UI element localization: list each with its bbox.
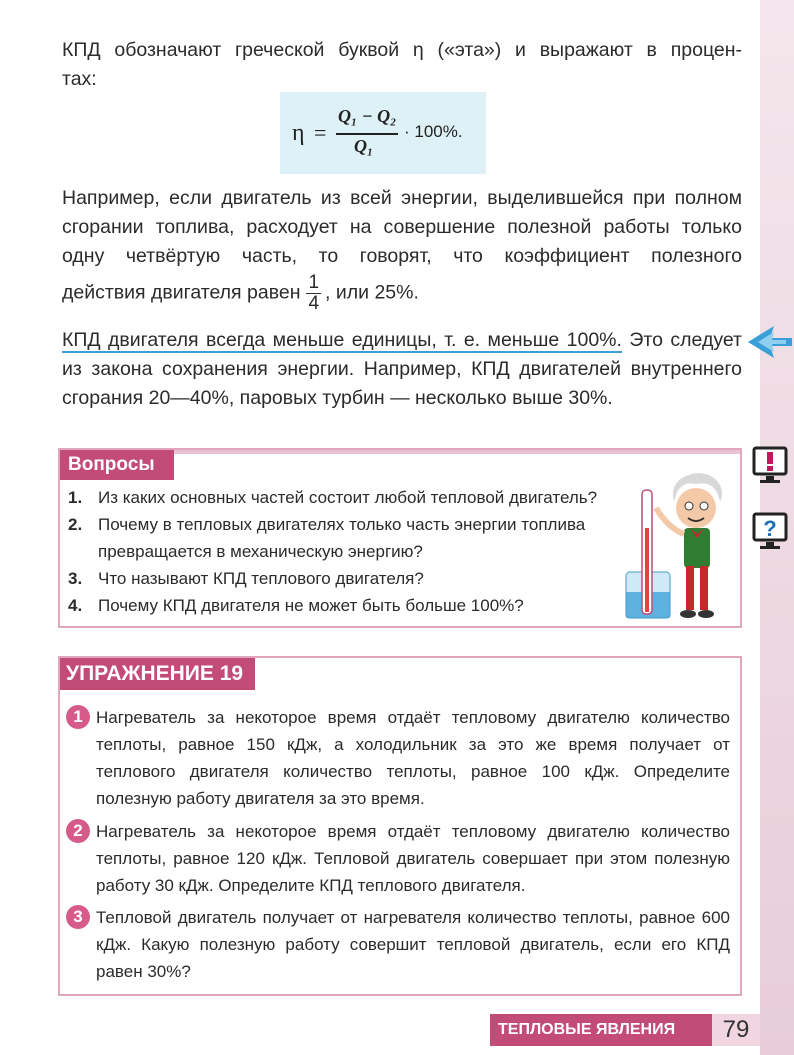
example-text: Например, если двигатель из всей энергии, выделившейся при полном сгорании топлива, расходует на совершение полезной работы только одну четвёртую часть, то говорят, что коэффициент полезного (62, 187, 742, 267)
fraction-one-quarter (306, 273, 321, 314)
margin-arrow-icon (744, 320, 794, 364)
rule-underlined: КПД двигателя всегда меньше единицы, т. е. меньше 100%. (62, 329, 622, 351)
example-last-line (62, 273, 742, 314)
question-item (68, 565, 648, 592)
example-paragraph (62, 184, 742, 314)
question-item (68, 592, 648, 619)
exercise-item (66, 904, 730, 985)
rule-rest: Это следует из закона сохранения энергии. Например, КПД двигателей внутреннего сгорания 20—40%, паровых турбин — несколько выше 30%. (62, 329, 742, 409)
formula-fraction-bar (336, 133, 398, 135)
intro-line-1: КПД обозначают греческой буквой η («эта») и выражают в процен- (62, 39, 742, 61)
scientist-illustration (616, 468, 736, 622)
exercise-item (66, 818, 730, 899)
formula-eta: η (292, 120, 305, 146)
intro-line-2: тах: (62, 68, 97, 90)
question-text: Почему КПД двигателя не может быть больше 100%? (98, 596, 524, 615)
questions-list (68, 484, 648, 619)
exercise-box (58, 656, 742, 996)
svg-text:?: ? (763, 516, 777, 541)
question-screen-icon (750, 510, 790, 550)
example-last-end: , или 25%. (325, 281, 419, 304)
question-item (68, 511, 648, 565)
question-number: 2. (68, 515, 83, 534)
question-number: 1. (68, 488, 83, 507)
question-number: 3. (68, 569, 83, 588)
exercise-text: Нагреватель за некоторое время отдаёт тепловому двигателю количество теплоты, равное 120 кДж. Тепловой двигатель совершает при этом полезную работу 30 кДж. Определите КПД теплового двигателя. (96, 822, 730, 895)
page-footer (490, 1014, 760, 1046)
exercise-text: Нагреватель за некоторое время отдаёт тепловому двигателю количество теплоты, равное 150 кДж, а холодильник за это же время получает от теплового двигателя количество теплоты, равное 100 кДж. Определите полезную работу двигателя за это время. (96, 708, 730, 808)
example-last-start: действия двигателя равен (62, 281, 301, 304)
exercise-header: УПРАЖНЕНИЕ 19 (60, 658, 255, 690)
questions-header: Вопросы (60, 450, 174, 480)
question-text: Из каких основных частей состоит любой тепловой двигатель? (98, 488, 598, 507)
exercise-number-badge: 2 (66, 819, 90, 843)
formula-denominator: Q₁ (354, 136, 374, 156)
fraction-numerator: 1 (308, 272, 320, 293)
question-text: Почему в тепловых двигателях только часть энергии топлива превращается в механическую энергию? (98, 515, 586, 561)
exercise-item (66, 704, 730, 812)
intro-paragraph (62, 36, 742, 94)
attention-screen-icon (750, 444, 790, 484)
exercise-text: Тепловой двигатель получает от нагревателя количество теплоты, равное 600 кДж. Какую полезную работу совершит тепловой двигатель, если его КПД равен 30%? (96, 908, 730, 981)
footer-section-title: ТЕПЛОВЫЕ ЯВЛЕНИЯ (498, 1021, 676, 1038)
formula-equals: = (314, 120, 327, 145)
fraction-denominator: 4 (308, 293, 320, 314)
questions-box (58, 448, 742, 628)
formula-numerator: Q₁ − Q₂ (338, 106, 397, 126)
question-text: Что называют КПД теплового двигателя? (98, 569, 424, 588)
efficiency-formula (292, 106, 482, 166)
page-number: 79 (712, 1014, 760, 1046)
question-number: 4. (68, 596, 83, 615)
rule-paragraph (62, 326, 742, 413)
question-item (68, 484, 648, 511)
exercise-number-badge: 1 (66, 705, 90, 729)
formula-multiplier: · 100%. (404, 122, 463, 141)
exercise-number-badge: 3 (66, 905, 90, 929)
